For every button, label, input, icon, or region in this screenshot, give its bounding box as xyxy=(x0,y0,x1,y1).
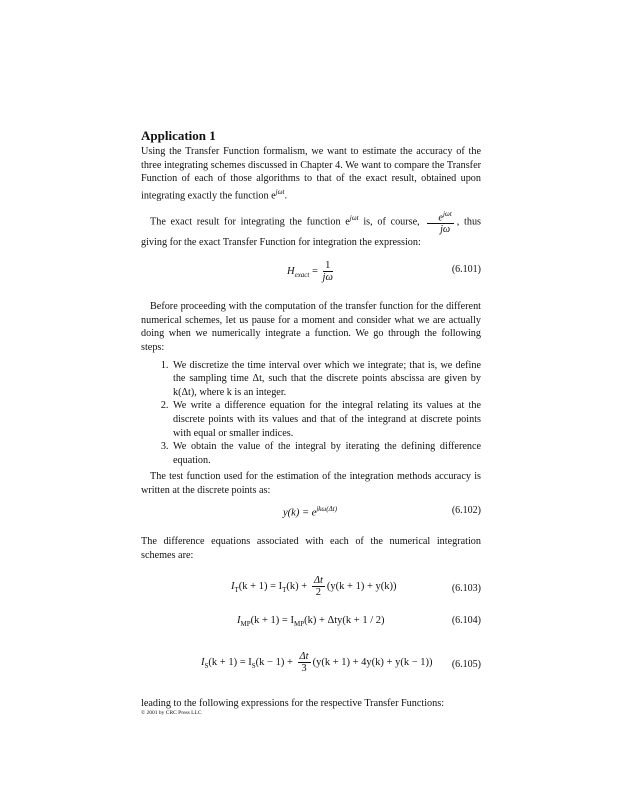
equation-sub: S xyxy=(204,661,209,670)
equation-body xyxy=(237,615,385,628)
equation-part-c: (y(k + 1) + 4y(k) + y(k − 1)) xyxy=(312,656,433,668)
page-body xyxy=(141,128,481,710)
equation-6-105 xyxy=(141,651,481,691)
fraction-numerator: Δt xyxy=(299,650,309,662)
equation-sub-2: T xyxy=(282,585,287,594)
paragraph-difference: The difference equations associated with each of the numerical integration schemes are: xyxy=(141,536,481,562)
fraction-denominator: 2 xyxy=(315,586,321,598)
exponent: jωt xyxy=(349,213,359,222)
paragraph-test-function: The test function used for the estimation of the integration methods accuracy is written at the discrete points as: xyxy=(141,471,481,496)
paragraph-exact-a: The exact result for integrating the function e xyxy=(150,216,350,228)
paragraph-exact-b: is, of course, xyxy=(358,216,420,228)
list-item: 3. We obtain the value of the integral by iterating the defining difference equation. xyxy=(171,440,481,467)
equation-part-b: (k) + Δty(k + 1 / 2) xyxy=(304,614,385,626)
fraction-denominator: 3 xyxy=(301,662,307,674)
equation-body xyxy=(231,575,397,598)
equation-sub-2: S xyxy=(251,661,256,670)
equation-exp: jkω(Δt) xyxy=(316,505,338,514)
exponent: jωt xyxy=(275,187,285,196)
equation-part-c: (y(k + 1) + y(k)) xyxy=(326,580,397,592)
equation-part-b: (k − 1) + xyxy=(255,656,293,668)
paragraph-transfer-functions: leading to the following expressions for the respective Transfer Functions: xyxy=(141,697,445,709)
equation-lhs-sub: exact xyxy=(294,271,310,280)
equation-body xyxy=(283,505,337,519)
equation-fraction xyxy=(298,651,311,674)
inline-fraction xyxy=(427,209,453,235)
paragraph-intro-text: Using the Transfer Function formalism, we want to estimate the accuracy of the three integrating schemes discussed in Chapter 4. We want to compare the Transfer Function of each of those algorithms to that of the exact result, obtained upon integrating exactly the function e xyxy=(141,146,481,202)
equation-number: (6.104) xyxy=(451,614,481,626)
paragraph-exact xyxy=(141,209,481,250)
equation-6-101 xyxy=(141,260,481,296)
equation-sub-2: MP xyxy=(293,619,305,628)
section-heading: Application 1 xyxy=(141,128,216,143)
equation-number: (6.102) xyxy=(451,505,481,517)
fraction-numerator-exp: jωt xyxy=(442,209,452,218)
fraction-numerator xyxy=(427,209,453,224)
paragraph-intro: Using the Transfer Function formalism, we want to estimate the accuracy of the three integrating schemes discussed in Chapter 4. We want to compare the Transfer Function of each of those algorithms to that of the exact result, obtained upon integrating exactly the function $e^{j\omega t}$. xyxy=(141,146,481,202)
fraction-numerator-base: e xyxy=(438,212,443,224)
equation-text: y(k) = e xyxy=(283,507,317,519)
equation-part-b: (k) + xyxy=(286,580,308,592)
equation-lhs: I xyxy=(201,656,205,668)
equation-sub: MP xyxy=(240,619,251,628)
fraction-denominator: jω xyxy=(322,272,333,284)
equation-lhs: H xyxy=(287,266,295,278)
equation-part-a: (k + 1) = I xyxy=(250,614,294,626)
list-item: 1. We discretize the time interval over which we integrate; that is, we define the sampling time Δt, such that the discrete points abscissa are given by k(Δt), where k is an integer. xyxy=(171,359,481,400)
equation-body: $H_{exact}$ = $\frac{1}{j\omega}$ xyxy=(287,260,333,284)
fraction-numerator: Δt xyxy=(313,574,323,586)
equation-6-102 xyxy=(141,505,481,531)
equation-6-104 xyxy=(141,615,481,645)
equation-part-a: (k + 1) = I xyxy=(208,656,252,668)
equation-body xyxy=(201,651,433,674)
fraction-denominator: jω xyxy=(440,224,451,236)
fraction-numerator: 1 xyxy=(323,260,333,272)
equation-lhs: I xyxy=(231,580,235,592)
equation-sub: T xyxy=(234,585,239,594)
equation-fraction xyxy=(323,260,333,283)
equation-lhs: I xyxy=(237,614,241,626)
equation-fraction xyxy=(312,575,325,598)
paragraph-exact-c: , thus giving for the exact Transfer Function for integration the expression: xyxy=(141,216,482,249)
steps-list xyxy=(141,359,481,468)
equation-6-103 xyxy=(141,575,481,609)
equation-number: (6.103) xyxy=(451,582,481,594)
equation-part-a: (k + 1) = I xyxy=(238,580,283,592)
equation-number: (6.101) xyxy=(451,264,481,276)
equation-number: (6.105) xyxy=(451,658,481,670)
list-item: 2. We write a difference equation for the integral relating its values at the discrete points with its values and that of the integrand at discrete points with equal or smaller indices. xyxy=(171,399,481,440)
copyright-footer: © 2001 by CRC Press LLC xyxy=(141,710,202,716)
paragraph-steps-intro: Before proceeding with the computation of the transfer function for the different numerical schemes, let us pause for a moment and consider what we are actually doing when we numerically integrate a function. We go through the following steps: xyxy=(141,301,481,353)
